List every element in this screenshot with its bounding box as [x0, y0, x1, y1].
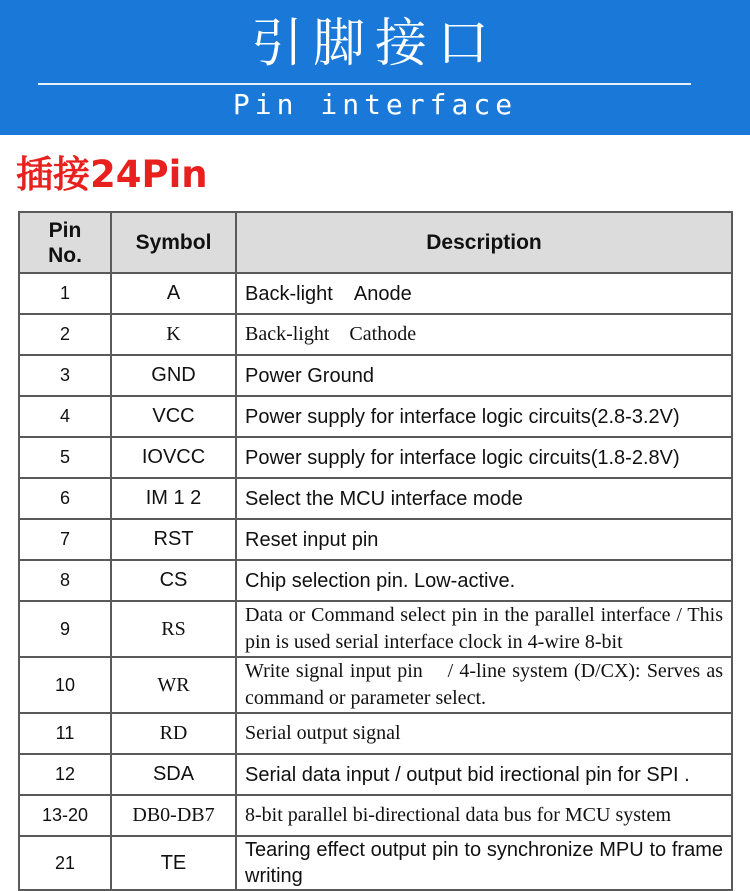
table-row	[19, 355, 732, 396]
pin-number: 12	[19, 754, 111, 795]
pin-number: 2	[19, 314, 111, 355]
pin-number: 4	[19, 396, 111, 437]
pin-number: 5	[19, 437, 111, 478]
table-row	[19, 795, 732, 836]
column-header-pin-no: Pin No.	[19, 212, 111, 273]
pin-description: Back-light Anode	[236, 273, 732, 314]
pin-number: 9	[19, 601, 111, 657]
page-subtitle: Pin interface	[232, 88, 518, 121]
pin-number: 8	[19, 560, 111, 601]
pin-description: Reset input pin	[236, 519, 732, 560]
pin-number: 21	[19, 836, 111, 890]
pin-description: Power supply for interface logic circuits(1.8-2.8V)	[236, 437, 732, 478]
pin-symbol: WR	[111, 657, 236, 713]
pin-description: Data or Command select pin in the parallel interface / This pin is used serial interface clock in 4-wire 8-bit	[236, 601, 732, 657]
pin-symbol: CS	[111, 560, 236, 601]
table-row	[19, 713, 732, 754]
table-row	[19, 601, 732, 657]
table-header-row	[19, 212, 732, 273]
table-row	[19, 754, 732, 795]
table-row	[19, 273, 732, 314]
pin-symbol: IM 1 2	[111, 478, 236, 519]
pin-symbol: TE	[111, 836, 236, 890]
pin-number: 6	[19, 478, 111, 519]
table-row	[19, 478, 732, 519]
column-header-symbol: Symbol	[111, 212, 236, 273]
pin-description: Power Ground	[236, 355, 732, 396]
pin-number: 7	[19, 519, 111, 560]
pin-symbol: IOVCC	[111, 437, 236, 478]
pin-symbol: GND	[111, 355, 236, 396]
pin-description: Select the MCU interface mode	[236, 478, 732, 519]
banner-header	[0, 0, 750, 135]
table-row	[19, 657, 732, 713]
pin-number: 3	[19, 355, 111, 396]
pin-symbol: RS	[111, 601, 236, 657]
pin-symbol: RST	[111, 519, 236, 560]
pin-description: Serial output signal	[236, 713, 732, 754]
pin-symbol: DB0-DB7	[111, 795, 236, 836]
pin-symbol: K	[111, 314, 236, 355]
title-divider	[38, 83, 691, 85]
table-row	[19, 396, 732, 437]
pin-number: 1	[19, 273, 111, 314]
pin-description: 8-bit parallel bi-directional data bus for MCU system	[236, 795, 732, 836]
pin-number: 11	[19, 713, 111, 754]
column-header-description: Description	[236, 212, 732, 273]
pin-number: 13-20	[19, 795, 111, 836]
pin-table	[18, 211, 733, 891]
pin-symbol: SDA	[111, 754, 236, 795]
table-row	[19, 314, 732, 355]
table-row	[19, 560, 732, 601]
pin-description: Chip selection pin. Low-active.	[236, 560, 732, 601]
pin-description: Serial data input / output bid irectional pin for SPI .	[236, 754, 732, 795]
pin-description: Tearing effect output pin to synchronize MPU to frame writing	[236, 836, 732, 890]
pin-description: Back-light Cathode	[236, 314, 732, 355]
table-row	[19, 519, 732, 560]
pin-symbol: RD	[111, 713, 236, 754]
section-title: 插接24Pin	[16, 153, 208, 196]
pin-number: 10	[19, 657, 111, 713]
pin-description: Write signal input pin / 4-line system (D/CX): Serves as command or parameter select.	[236, 657, 732, 713]
table-row	[19, 836, 732, 890]
pin-description: Power supply for interface logic circuits(2.8-3.2V)	[236, 396, 732, 437]
pin-symbol: A	[111, 273, 236, 314]
table-row	[19, 437, 732, 478]
page-title: 引脚接口	[250, 14, 499, 74]
pin-symbol: VCC	[111, 396, 236, 437]
